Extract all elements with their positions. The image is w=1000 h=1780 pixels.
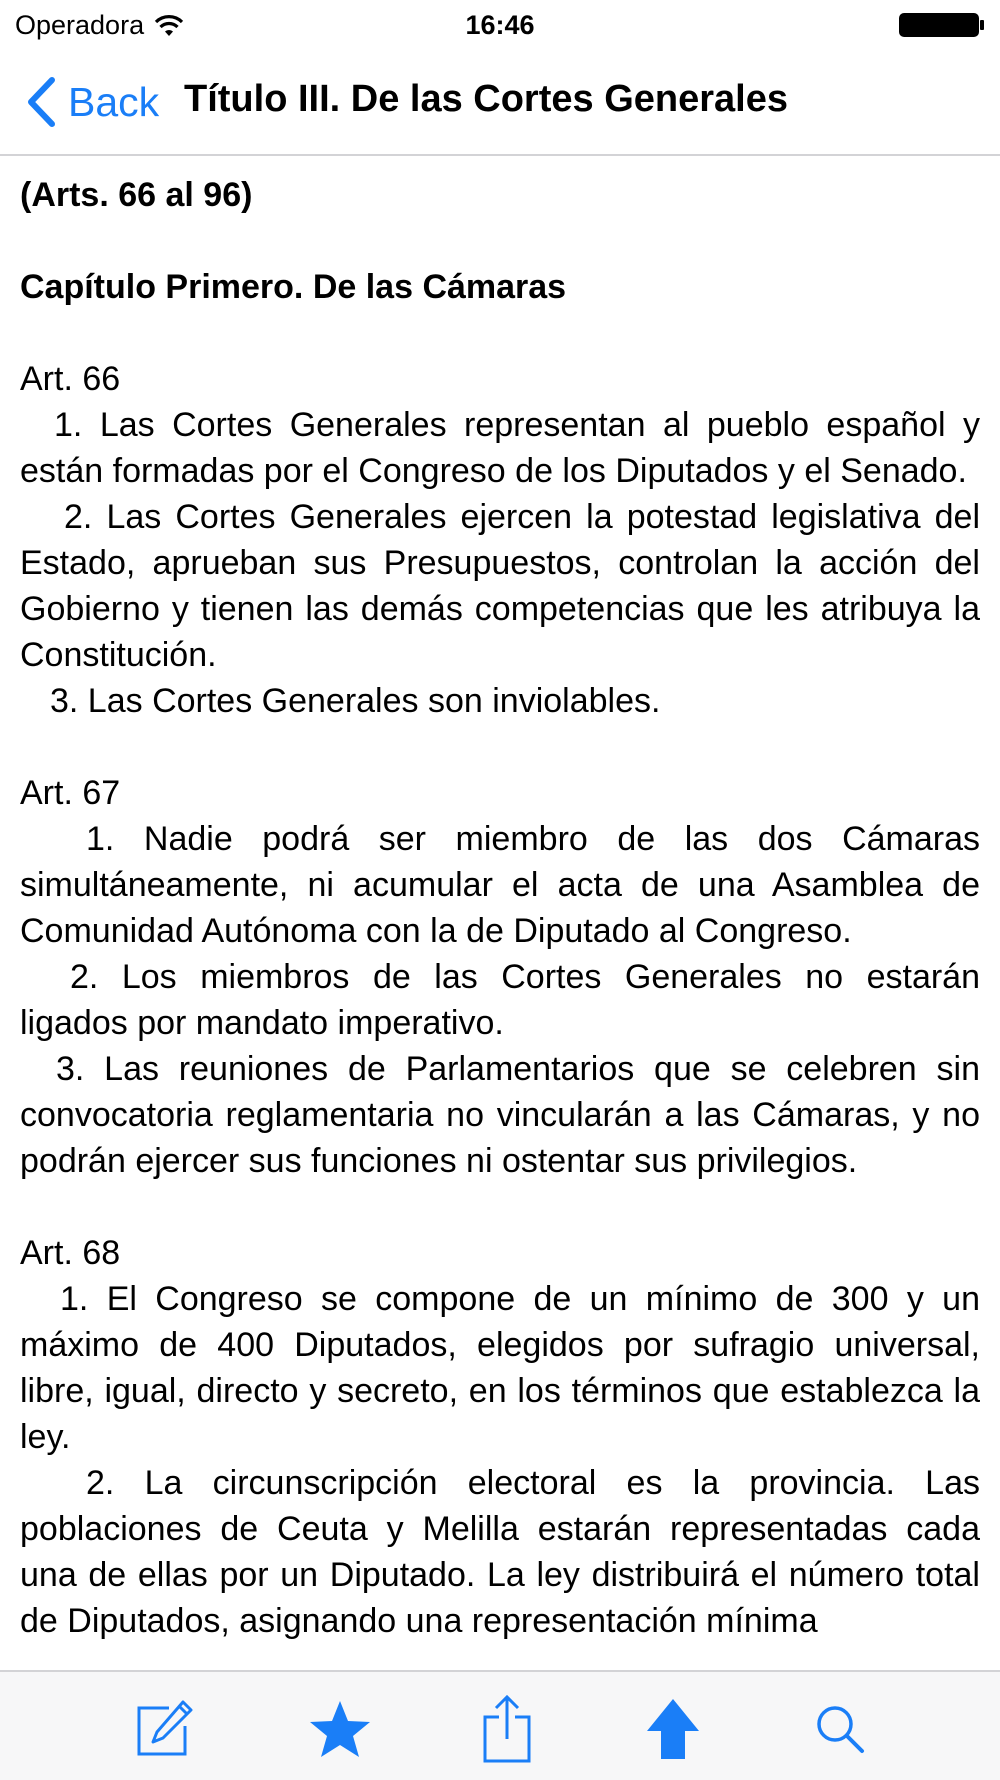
article: [20, 356, 980, 724]
article-paragraph: 1. Las Cortes Generales representan al pueblo español y están formadas por el Congreso de los Diputados y el Senado.: [20, 406, 980, 490]
article-heading: Art. 68: [20, 1234, 121, 1272]
status-time: 16:46: [465, 10, 535, 40]
article-paragraph: 2. La circunscripción electoral es la provincia. Las poblaciones de Ceuta y Melilla estarán representadas cada una de ellas por un Diputado. La ley distribuirá el número total de Diputados, asignando una representación mínima: [20, 1464, 980, 1640]
article: [20, 1230, 980, 1644]
article-paragraph: 1. Nadie podrá ser miembro de las dos Cámaras simultáneamente, ni acumular el acta de una Asamblea de Comunidad Autónoma con la de Diputado al Congreso.: [20, 820, 980, 950]
chevron-left-icon: [26, 77, 56, 127]
navigation-bar: [0, 50, 1000, 156]
article: [20, 770, 980, 1184]
article-heading: Art. 66: [20, 360, 121, 398]
article-paragraph: 3. Las Cortes Generales son inviolables.: [50, 682, 661, 720]
article-paragraph: 1. El Congreso se compone de un mínimo de 300 y un máximo de 400 Diputados, elegidos por sufragio universal, libre, igual, directo y secreto, en los términos que establezca la ley.: [20, 1280, 980, 1456]
article-paragraph: 2. Las Cortes Generales ejercen la potestad legislativa del Estado, aprueban sus Presupuestos, controlan la acción del Gobierno y tienen las demás competencias que les atribuya la Constitución.: [20, 498, 980, 674]
back-label: Back: [68, 78, 160, 125]
article-paragraph: 2. Los miembros de las Cortes Generales no estarán ligados por mandato imperativo.: [20, 958, 980, 1042]
search-icon: [814, 1703, 866, 1755]
articles-range: (Arts. 66 al 96): [20, 176, 253, 214]
share-icon: [481, 1695, 533, 1763]
back-button[interactable]: [26, 74, 159, 130]
edit-icon: [135, 1700, 195, 1758]
share-button[interactable]: [472, 1696, 542, 1762]
battery-icon: [899, 13, 985, 37]
article-paragraph: 3. Las reuniones de Parlamentarios que se celebren sin convocatoria reglamentaria no vincularán a las Cámaras, y no podrán ejercer sus funciones ni ostentar sus privilegios.: [20, 1050, 980, 1180]
article-heading: Art. 67: [20, 774, 121, 812]
favorite-button[interactable]: [305, 1696, 375, 1762]
search-button[interactable]: [805, 1696, 875, 1762]
article-content[interactable]: [20, 172, 980, 1670]
page-title: Título III. De las Cortes Generales: [184, 78, 788, 120]
bottom-toolbar: [0, 1670, 1000, 1780]
scroll-top-button[interactable]: [638, 1696, 708, 1762]
carrier-name: Operadora: [15, 10, 145, 40]
star-icon: [308, 1699, 372, 1759]
up-arrow-icon: [645, 1697, 701, 1761]
status-bar: [0, 0, 1000, 50]
edit-button[interactable]: [130, 1696, 200, 1762]
chapter-title: Capítulo Primero. De las Cámaras: [20, 268, 567, 306]
